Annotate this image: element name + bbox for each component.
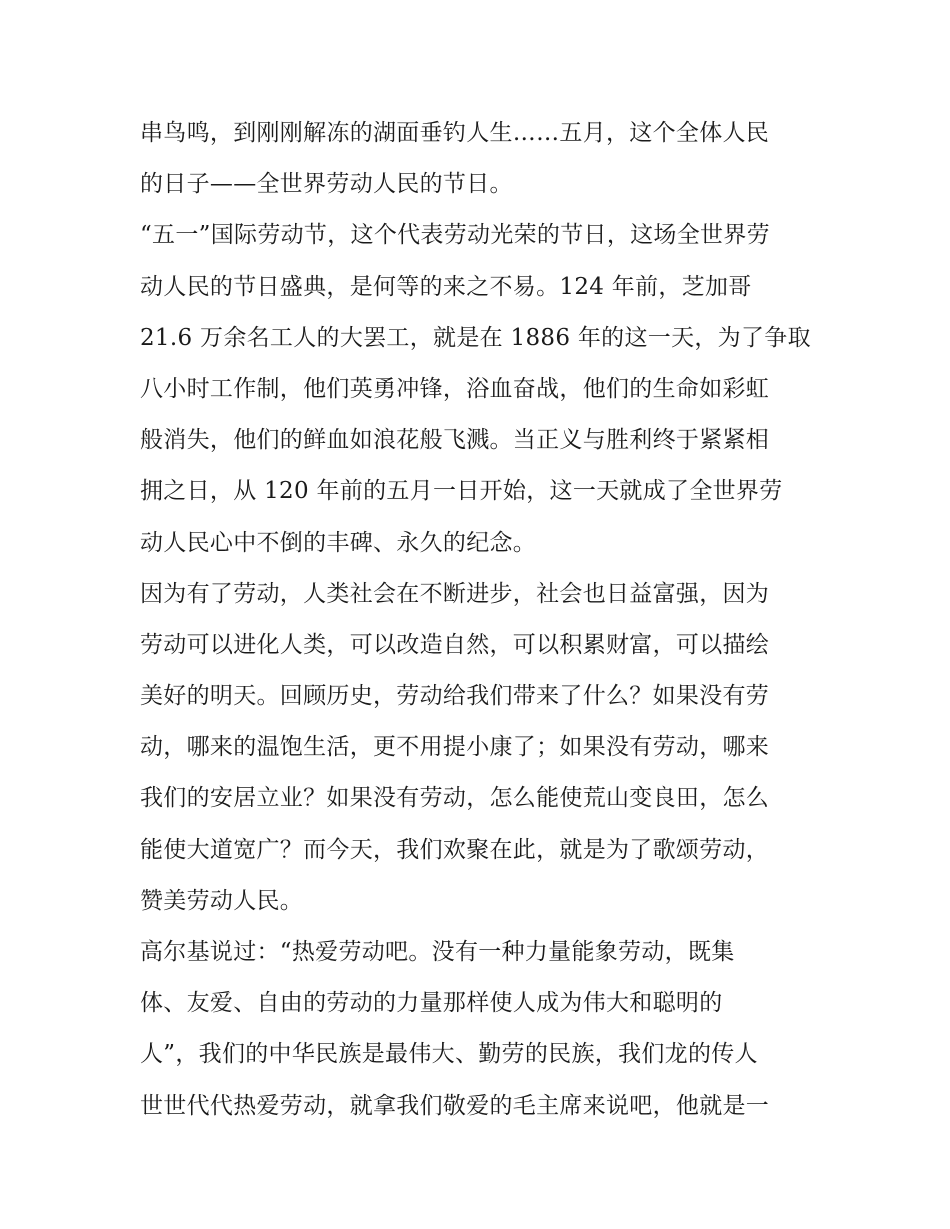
text-line: 八小时工作制，他们英勇冲锋，浴血奋战，他们的生命如彩虹 xyxy=(140,375,770,402)
document-body xyxy=(140,108,820,1132)
text-line: 动人民的节日盛典，是何等的来之不易。124 年前，芝加哥 xyxy=(140,273,752,300)
text-line: “五一”国际劳动节，这个代表劳动光荣的节日，这场全世界劳 xyxy=(140,222,770,249)
text-line: 赞美劳动人民。 xyxy=(140,887,304,914)
text-line: 劳动可以进化人类，可以改造自然，可以积累财富，可以描绘 xyxy=(140,631,770,658)
text-line: 世世代代热爱劳动，就拿我们敬爱的毛主席来说吧，他就是一 xyxy=(140,1092,770,1119)
text-line: 般消失，他们的鲜血如浪花般飞溅。当正义与胜利终于紧紧相 xyxy=(140,427,770,454)
text-line: 人”，我们的中华民族是最伟大、勤劳的民族，我们龙的传人 xyxy=(140,1041,758,1068)
text-line: 拥之日，从 120 年前的五月一日开始，这一天就成了全世界劳 xyxy=(140,478,783,505)
text-line: 的日子——全世界劳动人民的节日。 xyxy=(140,171,513,198)
text-line: 动人民心中不倒的丰碑、永久的纪念。 xyxy=(140,529,537,556)
text-line: 高尔基说过：“热爱劳动吧。没有一种力量能象劳动，既集 xyxy=(140,939,735,965)
text-line: 因为有了劳动，人类社会在不断进步，社会也日益富强，因为 xyxy=(140,580,770,607)
text-line: 能使大道宽广？而今天，我们欢聚在此，就是为了歌颂劳动， xyxy=(140,836,770,863)
text-line: 美好的明天。回顾历史，劳动给我们带来了什么？如果没有劳 xyxy=(140,683,770,710)
text-line: 体、友爱、自由的劳动的力量那样使人成为伟大和聪明的 xyxy=(140,990,723,1017)
text-line: 动，哪来的温饱生活，更不用提小康了；如果没有劳动，哪来 xyxy=(140,734,770,761)
text-line: 21.6 万余名工人的大罢工，就是在 1886 年的这一天，为了争取 xyxy=(140,324,811,351)
text-line: 串鸟鸣，到刚刚解冻的湖面垂钓人生……五月，这个全体人民 xyxy=(140,120,770,146)
text-line: 我们的安居立业？如果没有劳动，怎么能使荒山变良田，怎么 xyxy=(140,785,770,812)
